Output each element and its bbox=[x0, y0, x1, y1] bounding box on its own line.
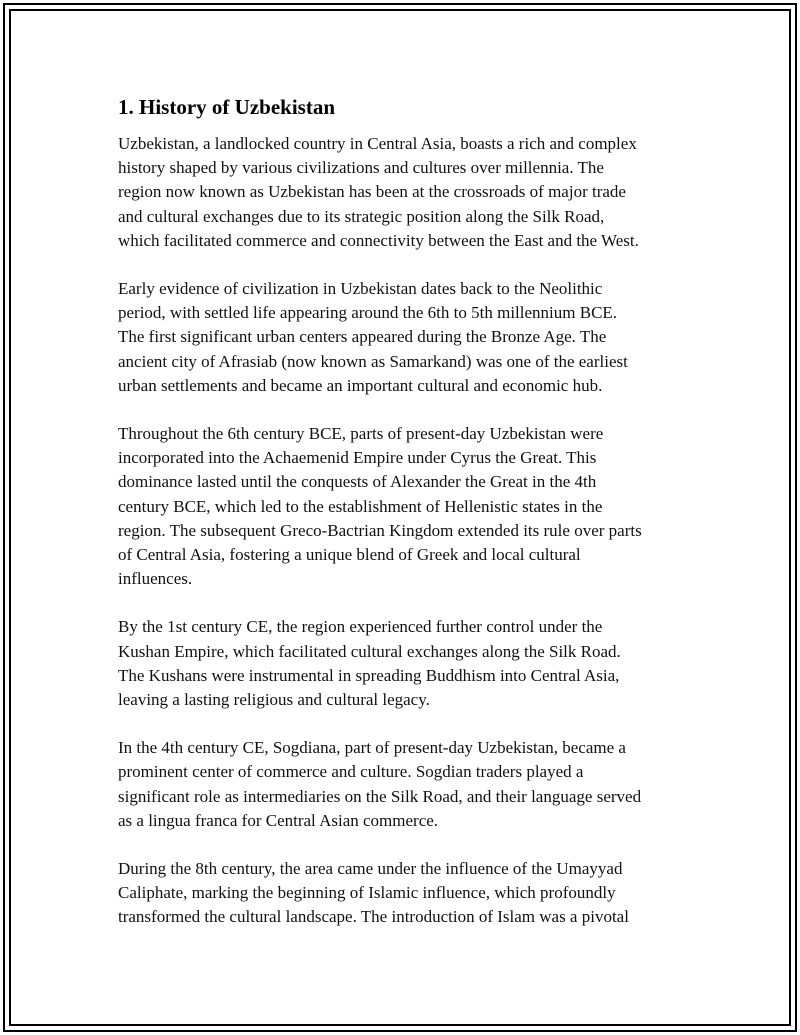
paragraph-3: Throughout the 6th century BCE, parts of present-day Uzbekistan were incorporated into the Achaemenid Empire under Cyrus the Great. This dominance lasted until the conquests of Alexander the Great in the 4th century BCE, which led to the establishment of Hellenistic states in the region. The subsequent Greco-Bactrian Kingdom extended its rule over parts of Central Asia, fostering a unique blend of Greek and local cultural influences. bbox=[118, 424, 642, 589]
paragraph-2: Early evidence of civilization in Uzbekistan dates back to the Neolithic period, with settled life appearing around the 6th to 5th millennium BCE. The first significant urban centers appeared during the Bronze Age. The ancient city of Afrasiab (now known as Samarkand) was one of the earliest urban settlements and became an important cultural and economic hub. bbox=[118, 279, 628, 395]
paragraph-5: In the 4th century CE, Sogdiana, part of present-day Uzbekistan, became a prominent center of commerce and culture. Sogdian traders played a significant role as intermediaries on the Silk Road, and their language served as a lingua franca for Central Asian commerce. bbox=[118, 738, 642, 830]
paragraph-1: Uzbekistan, a landlocked country in Central Asia, boasts a rich and complex history shaped by various civilizations and cultures over millennia. The region now known as Uzbekistan has been at the crossroads of major trade and cultural exchanges due to its strategic position along the Silk Road, which facilitated commerce and connectivity between the East and the West. bbox=[118, 134, 639, 250]
section-heading: 1. History of Uzbekistan bbox=[118, 95, 335, 119]
document-body bbox=[118, 94, 698, 954]
paragraph-6: During the 8th century, the area came under the influence of the Umayyad Caliphate, marking the beginning of Islamic influence, which profoundly transformed the cultural landscape. The introduction of Islam was a pivotal bbox=[118, 859, 629, 927]
paragraph-4: By the 1st century CE, the region experienced further control under the Kushan Empire, which facilitated cultural exchanges along the Silk Road. The Kushans were instrumental in spreading Buddhism into Central Asia, leaving a lasting religious and cultural legacy. bbox=[118, 617, 621, 710]
